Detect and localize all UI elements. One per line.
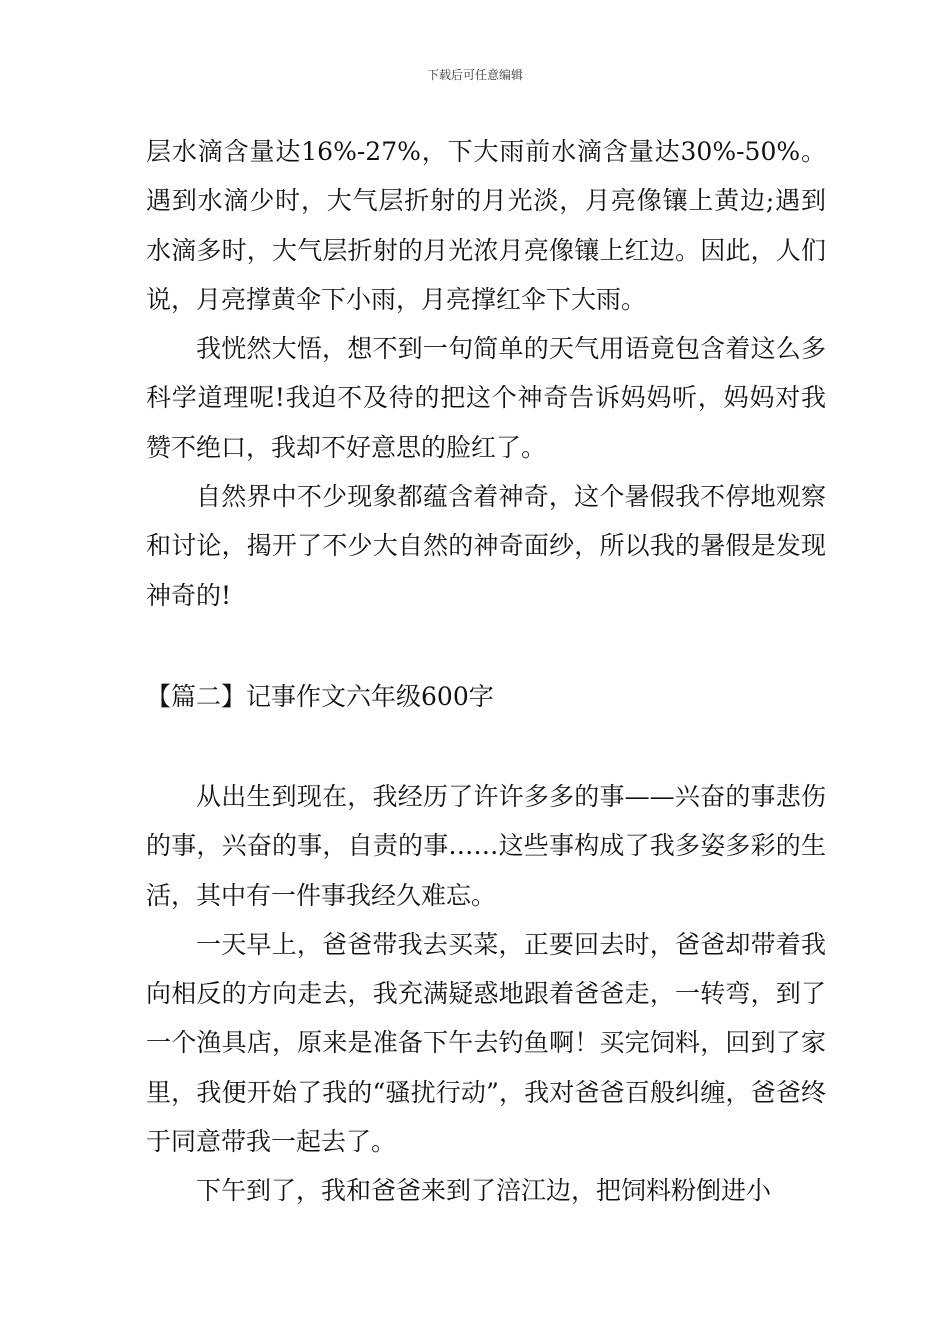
section-one <box>146 127 826 620</box>
paragraph: 一天早上，爸爸带我去买菜，正要回去时，爸爸却带着我向相反的方向走去，我充满疑惑地跟着爸爸走，一转弯，到了一个渔具店，原来是准备下午去钓鱼啊！买完饲料，回到了家里，我便开始了我的“骚扰行动”，我对爸爸百般纠缠，爸爸终于同意带我一起去了。 <box>146 929 826 1157</box>
paragraph: 下午到了，我和爸爸来到了涪江边，把饲料粉倒进小 <box>196 1176 772 1206</box>
paragraph-continuation: 层水滴含量达16%-27%，下大雨前水滴含量达30%-50%。遇到水滴少时，大气层折射的月光淡，月亮像镶上黄边;遇到水滴多时，大气层折射的月光浓月亮像镶上红边。因此，人们说，月亮撑黄伞下小雨，月亮撑红伞下大雨。 <box>146 137 826 314</box>
page-header: 下载后可任意编辑 <box>426 68 523 82</box>
paragraph: 自然界中不少现象都蕴含着神奇，这个暑假我不停地观察和讨论，揭开了不少大自然的神奇面纱，所以我的暑假是发现神奇的! <box>146 482 826 610</box>
section-two <box>146 772 826 1216</box>
section-two-heading-block <box>146 672 826 721</box>
paragraph: 从出生到现在，我经历了许许多多的事——兴奋的事悲伤的事，兴奋的事，自责的事……这些事构成了我多姿多彩的生活，其中有一件事我经久难忘。 <box>146 782 826 910</box>
section-heading: 【篇二】记事作文六年级600字 <box>146 682 494 711</box>
paragraph: 我恍然大悟，想不到一句简单的天气用语竟包含着这么多科学道理呢!我迫不及待的把这个神奇告诉妈妈听，妈妈对我赞不绝口，我却不好意思的脸红了。 <box>146 334 826 462</box>
